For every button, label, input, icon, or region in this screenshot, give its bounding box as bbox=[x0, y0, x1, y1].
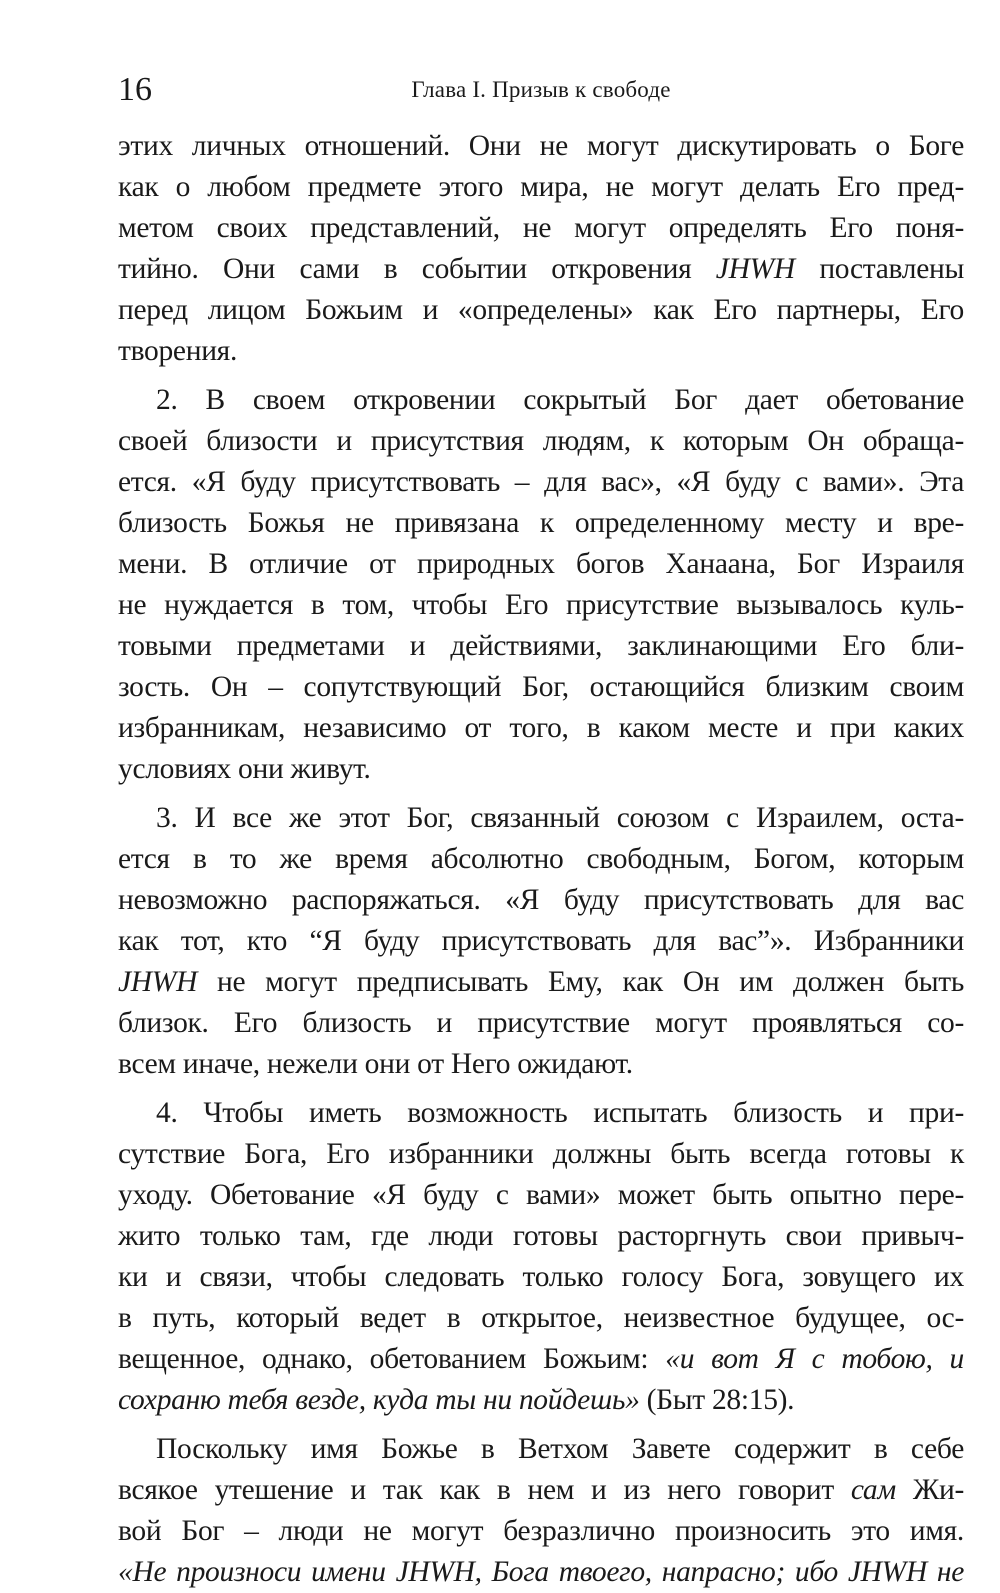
italic-text: сохраню тебя везде, куда ты ни пойдешь» bbox=[118, 1384, 640, 1416]
text-segment: поставлены bbox=[794, 253, 964, 285]
text-line bbox=[118, 126, 964, 167]
italic-text: JHWH bbox=[118, 966, 198, 998]
text-segment: своей близости и присутствия людям, к которым Он обраща- bbox=[118, 425, 964, 457]
italic-text: «и вот Я с тобою, и bbox=[665, 1343, 964, 1375]
text-segment: жито только там, где люди готовы расторгнуть свои привыч- bbox=[118, 1220, 964, 1252]
text-line bbox=[118, 544, 964, 585]
text-segment: Поскольку имя Божье в Ветхом Завете содержит в себе bbox=[156, 1433, 964, 1465]
text-line bbox=[118, 1429, 964, 1470]
text-line bbox=[118, 249, 964, 290]
text-line bbox=[118, 1552, 964, 1593]
text-line bbox=[118, 1511, 964, 1552]
text-segment: творения. bbox=[118, 335, 238, 367]
text-line bbox=[118, 1175, 964, 1216]
text-line bbox=[118, 503, 964, 544]
italic-text: JHWH bbox=[715, 253, 795, 285]
text-segment: ется в то же время абсолютно свободным, Богом, которым bbox=[118, 843, 964, 875]
text-segment: всем иначе, нежели они от Него ожидают. bbox=[118, 1048, 633, 1080]
text-line bbox=[118, 1380, 964, 1421]
text-segment: как тот, кто “Я буду присутствовать для вас”». Избранники bbox=[118, 925, 964, 957]
chapter-title: Глава I. Призыв к свободе bbox=[411, 77, 671, 102]
text-segment: Жи- bbox=[895, 1474, 964, 1506]
text-segment: 3. И все же этот Бог, связанный союзом с Израилем, оста- bbox=[156, 802, 964, 834]
text-segment: ется. «Я буду присутствовать – для вас», «Я буду с вами». Эта bbox=[118, 466, 964, 498]
text-line bbox=[118, 880, 964, 921]
text-line bbox=[118, 749, 964, 790]
paragraph bbox=[118, 126, 964, 372]
text-line bbox=[118, 798, 964, 839]
text-segment: вещенное, однако, обетованием Божьим: bbox=[118, 1343, 666, 1375]
text-line bbox=[118, 1003, 964, 1044]
text-line bbox=[118, 331, 964, 372]
paragraph bbox=[118, 798, 964, 1085]
text-segment: как о любом предмете этого мира, не могут делать Его пред- bbox=[118, 171, 964, 203]
text-segment: мени. В отличие от природных богов Ханаана, Бог Израиля bbox=[118, 548, 964, 580]
text-segment: перед лицом Божьим и «определены» как Его партнеры, Его bbox=[118, 294, 964, 326]
text-segment: товыми предметами и действиями, заклинающими Его бли- bbox=[118, 630, 964, 662]
text-line bbox=[118, 1298, 964, 1339]
text-line bbox=[118, 1470, 964, 1511]
text-segment: уходу. Обетование «Я буду с вами» может быть опытно пере- bbox=[118, 1179, 964, 1211]
text-line bbox=[118, 462, 964, 503]
page-number: 16 bbox=[118, 71, 152, 108]
text-line bbox=[118, 1339, 964, 1380]
paragraph bbox=[118, 380, 964, 790]
text-line bbox=[118, 667, 964, 708]
text-segment: 4. Чтобы иметь возможность испытать близость и при- bbox=[156, 1097, 964, 1129]
text-segment: всякое утешение и так как в нем и из него говорит bbox=[118, 1474, 851, 1506]
text-segment: избранникам, независимо от того, в каком месте и при каких bbox=[118, 712, 964, 744]
text-segment: метом своих представлений, не могут определять Его поня- bbox=[118, 212, 964, 244]
italic-text: «Не произноси имени JHWH, Бога твоего, напрасно; ибо JHWH не bbox=[118, 1556, 964, 1588]
text-segment: не нуждается в том, чтобы Его присутствие вызывалось куль- bbox=[118, 589, 964, 621]
text-segment: зость. Он – сопутствующий Бог, остающийся близким своим bbox=[118, 671, 964, 703]
text-line bbox=[118, 1216, 964, 1257]
text-line bbox=[118, 626, 964, 667]
text-line bbox=[118, 1257, 964, 1298]
paragraph bbox=[118, 1429, 964, 1593]
text-line bbox=[118, 1134, 964, 1175]
text-line bbox=[118, 921, 964, 962]
text-segment: близок. Его близость и присутствие могут проявляться со- bbox=[118, 1007, 964, 1039]
text-segment: близость Божья не привязана к определенному месту и вре- bbox=[118, 507, 964, 539]
text-line bbox=[118, 208, 964, 249]
italic-text: сам bbox=[850, 1474, 896, 1506]
text-line bbox=[118, 1093, 964, 1134]
text-line bbox=[118, 290, 964, 331]
text-line bbox=[118, 962, 964, 1003]
text-line bbox=[118, 839, 964, 880]
text-segment: (Быт 28:15). bbox=[639, 1384, 795, 1416]
text-segment: 2. В своем откровении сокрытый Бог дает обетование bbox=[156, 384, 964, 416]
text-segment: сутствие Бога, Его избранники должны быть всегда готовы к bbox=[118, 1138, 964, 1170]
paragraph bbox=[118, 1093, 964, 1421]
body-text bbox=[118, 126, 964, 1593]
text-segment: условиях они живут. bbox=[118, 753, 371, 785]
text-line bbox=[118, 421, 964, 462]
running-head bbox=[118, 70, 964, 110]
text-segment: вой Бог – люди не могут безразлично произносить это имя. bbox=[118, 1515, 964, 1547]
text-segment: ки и связи, чтобы следовать только голосу Бога, зовущего их bbox=[118, 1261, 964, 1293]
text-line bbox=[118, 708, 964, 749]
text-line bbox=[118, 167, 964, 208]
text-segment: не могут предписывать Ему, как Он им должен быть bbox=[197, 966, 964, 998]
text-segment: невозможно распоряжаться. «Я буду присутствовать для вас bbox=[118, 884, 964, 916]
text-segment: в путь, который ведет в открытое, неизвестное будущее, ос- bbox=[118, 1302, 964, 1334]
text-segment: этих личных отношений. Они не могут дискутировать о Боге bbox=[118, 130, 964, 162]
text-line bbox=[118, 1044, 964, 1085]
text-line bbox=[118, 585, 964, 626]
text-line bbox=[118, 380, 964, 421]
text-segment: тийно. Они сами в событии откровения bbox=[118, 253, 716, 285]
